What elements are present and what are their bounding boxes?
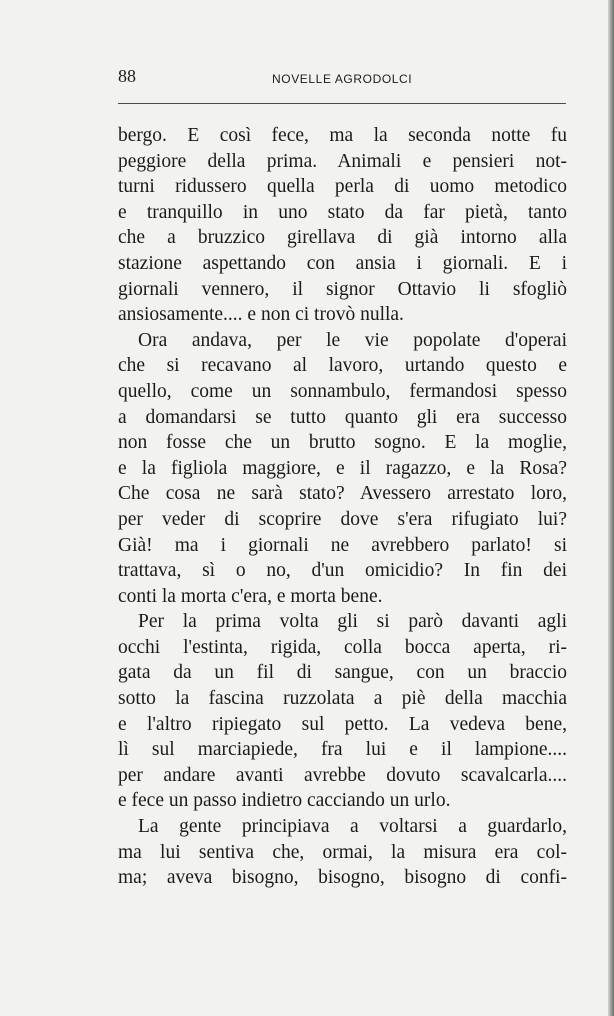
- text-line: Ora andava, per le vie popolate d'operai: [138, 329, 567, 351]
- text-line: occhi l'estinta, rigida, colla bocca aperta, ri-: [118, 636, 567, 658]
- text-line: Che cosa ne sarà stato? Avessero arrestato loro,: [118, 483, 567, 505]
- text-line: per andare avanti avrebbe dovuto scavalcarla....: [118, 764, 567, 786]
- text-line: e la figliola maggiore, e il ragazzo, e la Rosa?: [118, 457, 567, 479]
- text-line: trattava, sì o no, d'un omicidio? In fin dei: [118, 560, 567, 582]
- text-line: peggiore della prima. Animali e pensieri not-: [118, 150, 567, 172]
- text-line: e fece un passo indietro cacciando un urlo.: [118, 790, 451, 812]
- text-line: turni ridussero quella perla di uomo metodico: [118, 176, 567, 198]
- text-line: quello, come un sonnambulo, fermandosi spesso: [118, 380, 567, 402]
- page-edge-shadow: [608, 0, 614, 1016]
- text-line: stazione aspettando con ansia i giornali. E i: [118, 252, 567, 274]
- text-line: ma lui sentiva che, ormai, la misura era col-: [118, 841, 567, 863]
- text-line: lì sul marciapiede, fra lui e il lampione....: [118, 739, 567, 761]
- text-line: ma; aveva bisogno, bisogno, bisogno di confi-: [118, 867, 567, 889]
- header-rule: [118, 103, 566, 104]
- text-line: gata da un fil di sangue, con un braccio: [118, 662, 567, 684]
- text-line: a domandarsi se tutto quanto gli era successo: [118, 406, 567, 428]
- text-line: per veder di scoprire dove s'era rifugiato lui?: [118, 508, 567, 530]
- text-line: e l'altro ripiegato sul petto. La vedeva bene,: [118, 713, 567, 735]
- text-line: non fosse che un brutto sogno. E la moglie,: [118, 432, 567, 454]
- text-line: sotto la fascina ruzzolata a piè della macchia: [118, 688, 567, 710]
- text-line: che a bruzzico girellava di già intorno alla: [118, 227, 567, 249]
- text-line: Già! ma i giornali ne avrebbero parlato! si: [118, 534, 567, 556]
- page-number: 88: [118, 66, 136, 86]
- text-line: conti la morta c'era, e morta bene.: [118, 585, 383, 607]
- text-line: Per la prima volta gli si parò davanti agli: [138, 611, 567, 633]
- running-title: NOVELLE AGRODOLCI: [272, 72, 413, 86]
- body-text: [118, 123, 567, 891]
- page-header: [118, 66, 566, 92]
- text-line: bergo. E così fece, ma la seconda notte fu: [118, 125, 567, 146]
- text-line: La gente principiava a voltarsi a guardarlo,: [138, 816, 567, 838]
- text-line: che si recavano al lavoro, urtando questo e: [118, 355, 567, 377]
- text-line: giornali vennero, il signor Ottavio li sfogliò: [118, 278, 567, 300]
- text-line: ansiosamente.... e non ci trovò nulla.: [118, 304, 404, 326]
- text-line: e tranquillo in uno stato da far pietà, tanto: [118, 201, 567, 223]
